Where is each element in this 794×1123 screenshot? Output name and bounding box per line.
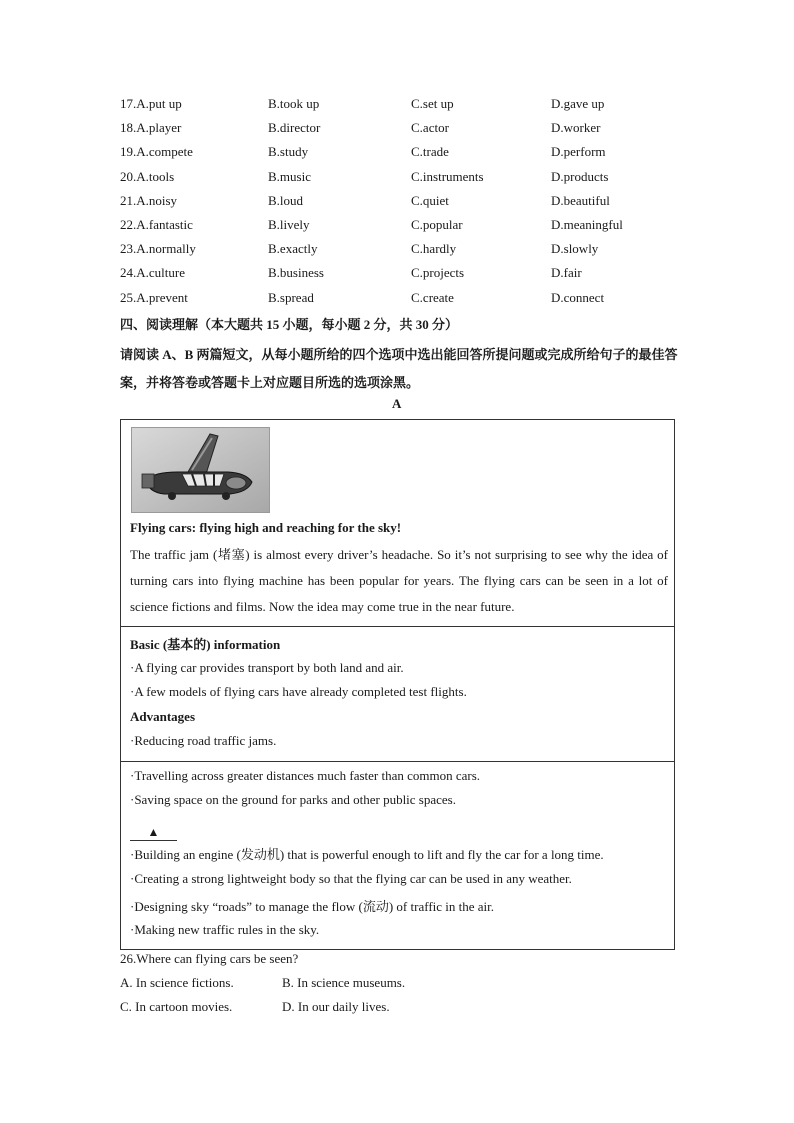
option-row-20 — [120, 168, 680, 192]
option: 23.A.normally — [120, 241, 196, 257]
option: 19.A.compete — [120, 144, 193, 160]
article-body: The traffic jam (堵塞) is almost every driver’s headache. So it’s not surprising to see why the idea of turning cars into flying machine has been popular for years. The flying cars can be seen in a lot of science fictions and films. Now the idea may come true in the near future. — [130, 547, 668, 614]
option: 18.A.player — [120, 120, 182, 136]
blank-heading-marker: ▲ — [130, 824, 177, 841]
article-title: Flying cars: flying high and reaching for the sky! — [130, 520, 402, 535]
option-row-22 — [120, 216, 680, 240]
question-option-a: A. In science fictions. — [120, 975, 234, 990]
option: 21.A.noisy — [120, 192, 178, 208]
option: B.study — [268, 144, 309, 160]
option: B.music — [268, 168, 311, 184]
flying-car-photo — [131, 427, 270, 513]
option: D.connect — [551, 289, 605, 305]
article-cell — [121, 420, 674, 627]
basic-info-heading: Basic (基本的) information — [130, 637, 281, 652]
challenge-item: ·Designing sky “roads” to manage the flow (流动) of traffic in the air. — [130, 899, 495, 914]
option: D.gave up — [551, 96, 605, 111]
section-title: 四、阅读理解（本大题共 15 小题，每小题 2 分，共 30 分） — [120, 317, 459, 332]
option: C.actor — [411, 120, 449, 136]
info-cell — [121, 627, 674, 762]
option: D.beautiful — [551, 192, 610, 208]
option: D.perform — [551, 144, 606, 160]
option: D.slowly — [551, 241, 599, 257]
options-table — [120, 95, 680, 313]
question-stem: 26.Where can flying cars be seen? — [120, 951, 299, 966]
option: C.instruments — [411, 168, 484, 184]
option: C.projects — [411, 265, 465, 281]
option: C.quiet — [411, 192, 449, 208]
challenge-item: ·Building an engine (发动机) that is powerful enough to lift and fly the car for a long time. — [130, 847, 604, 862]
option: B.exactly — [268, 241, 318, 257]
question-option-c: C. In cartoon movies. — [120, 999, 233, 1014]
passage-letter: A — [392, 396, 402, 411]
basic-info-item: ·A few models of flying cars have already completed test flights. — [130, 684, 467, 699]
option: 17.A.put up — [120, 96, 182, 111]
option: C.popular — [411, 216, 463, 232]
option: B.loud — [268, 192, 304, 208]
option: 22.A.fantastic — [120, 216, 193, 232]
advantage-item: ·Reducing road traffic jams. — [130, 733, 277, 748]
option: D.meaningful — [551, 216, 623, 232]
challenge-item: ·Creating a strong lightweight body so that the flying car can be used in any weather. — [130, 871, 572, 886]
option: 24.A.culture — [120, 265, 185, 281]
option: C.create — [411, 289, 454, 305]
option-row-25 — [120, 289, 680, 313]
passage-table — [120, 419, 675, 950]
option-row-19 — [120, 143, 680, 167]
option: D.worker — [551, 120, 601, 136]
option: C.set up — [411, 96, 454, 111]
option: B.business — [268, 265, 324, 281]
option-row-23 — [120, 240, 680, 264]
option: D.fair — [551, 265, 582, 281]
option: C.hardly — [411, 241, 457, 257]
question-option-d: D. In our daily lives. — [282, 999, 390, 1014]
option: 25.A.prevent — [120, 289, 188, 305]
option: B.took up — [268, 96, 320, 111]
option: B.spread — [268, 289, 314, 305]
challenge-item: ·Making new traffic rules in the sky. — [130, 922, 320, 937]
option: B.lively — [268, 216, 310, 232]
option: 20.A.tools — [120, 168, 175, 184]
option-row-24 — [120, 264, 680, 288]
challenges-cell — [121, 762, 674, 950]
option: C.trade — [411, 144, 449, 160]
basic-info-item: ·A flying car provides transport by both land and air. — [130, 660, 404, 675]
advantage-item: ·Saving space on the ground for parks and other public spaces. — [130, 792, 456, 807]
advantages-heading: Advantages — [130, 709, 196, 724]
option-row-18 — [120, 119, 680, 143]
advantage-item: ·Travelling across greater distances much faster than common cars. — [130, 768, 481, 783]
option-row-17 — [120, 95, 680, 119]
option-row-21 — [120, 192, 680, 216]
option: B.director — [268, 120, 321, 136]
question-option-b: B. In science museums. — [282, 975, 406, 990]
flying-car-illustration — [132, 428, 269, 512]
instructions: 请阅读 A、B 两篇短文，从每小题所给的四个选项中选出能回答所提问题或完成所给句子的最佳答案，并将答卷或答题卡上对应题目所选的选项涂黑。 — [120, 347, 678, 390]
option: D.products — [551, 168, 609, 184]
